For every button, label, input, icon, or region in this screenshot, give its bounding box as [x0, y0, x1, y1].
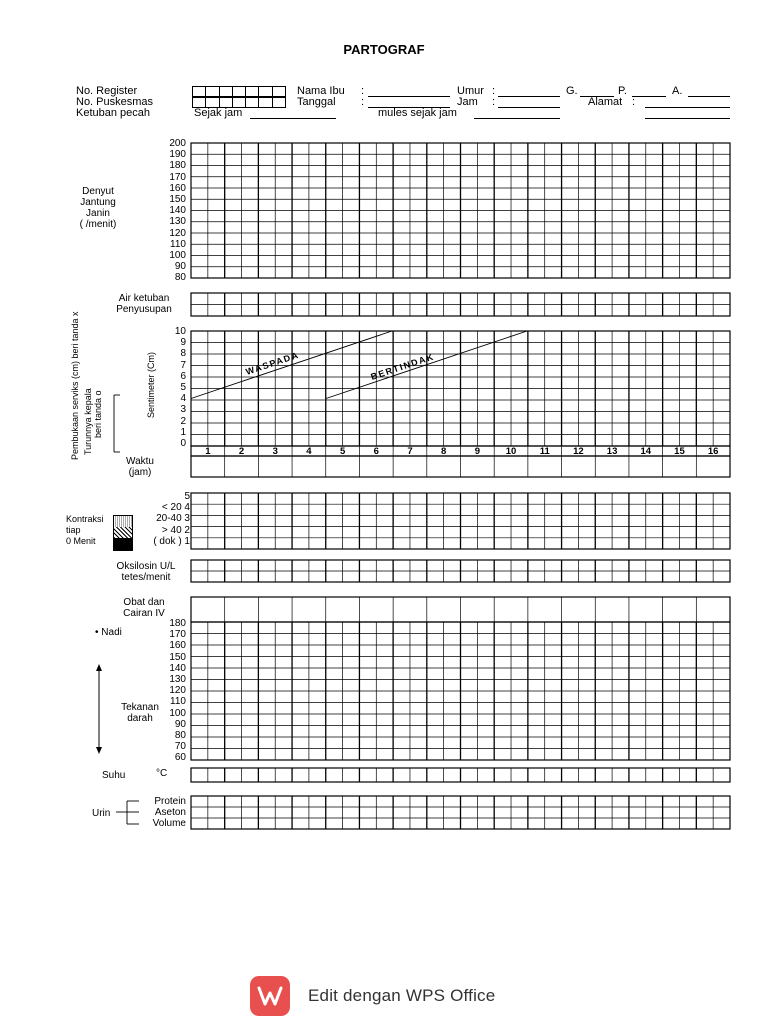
waspada-text: WASPADA [244, 349, 301, 377]
tick-label: 110 [170, 696, 186, 708]
no-register-label: No. Register [76, 85, 138, 97]
tick-label: < 20 4 [161, 502, 190, 514]
waktu-label [110, 456, 170, 478]
ketuban-pecah-label: Ketuban pecah [76, 107, 151, 119]
sentimeter-axis-label: Sentimeter (Cm) [146, 351, 156, 418]
hour-label: 4 [306, 446, 312, 457]
arrow-down-icon [96, 747, 102, 754]
oksitosin-line: Oksilosin U/L [116, 561, 176, 572]
hour-label: 2 [238, 446, 245, 457]
wps-watermark[interactable] [250, 976, 550, 1016]
page-title: PARTOGRAF [343, 42, 425, 57]
tick-label: 130 [169, 673, 186, 685]
nadi-ticks [156, 618, 186, 763]
tick-label: 20-40 3 [156, 513, 190, 525]
hour-label: 13 [606, 446, 618, 457]
tick-label: 6 [180, 370, 186, 382]
tick-label: ( dok ) 1 [153, 535, 190, 547]
tick-label: 3 [180, 404, 186, 416]
no-puskesmas-label: No. Puskesmas [76, 96, 154, 108]
urin-rows-labels [132, 796, 186, 830]
tick-label: 90 [174, 261, 186, 273]
hour-label: 10 [505, 446, 517, 457]
suhu-unit: °C [156, 768, 168, 779]
alamat-label: Alamat [588, 96, 623, 108]
wps-w-icon [257, 985, 283, 1007]
tick-label: 90 [174, 718, 186, 730]
kontraksi-line: tiap [66, 525, 81, 535]
air-label-line: Air ketuban [118, 293, 170, 304]
obat-line: Obat dan [123, 597, 165, 608]
colon: : [361, 96, 365, 108]
hour-label: 12 [573, 446, 584, 457]
umur-label: Umur [457, 85, 484, 97]
cervix-ticks [168, 326, 186, 449]
tick-label: 100 [169, 249, 186, 261]
pembukaan-serviks-label: Pembukaan serviks (cm) beri tanda x [70, 311, 80, 460]
colon: : [632, 96, 636, 108]
waktu-line: Waktu [126, 456, 154, 467]
hour-label: 15 [674, 446, 685, 457]
tick-label: 80 [174, 272, 186, 284]
waktu-line: (jam) [128, 467, 152, 478]
hour-label: 1 [205, 446, 211, 457]
tekanan-line: darah [127, 713, 153, 724]
tekanan-darah-label [110, 702, 170, 724]
hour-label: 16 [707, 446, 719, 457]
tick-label: 200 [169, 138, 186, 149]
tick-label: 120 [169, 685, 186, 697]
hour-label: 9 [474, 446, 480, 457]
arrow-up-icon [96, 664, 102, 671]
tick-label: 4 [180, 393, 186, 405]
hour-label: 5 [339, 446, 346, 457]
tick-label: 110 [170, 238, 186, 250]
tick-label: 80 [174, 729, 186, 741]
wps-logo-icon [250, 976, 290, 1016]
g-label: G. [566, 85, 578, 97]
tick-label: 180 [169, 160, 186, 172]
hour-label: 6 [373, 446, 379, 457]
colon: : [492, 96, 496, 108]
kontraksi-label [66, 514, 114, 547]
suhu-label: Suhu [102, 770, 126, 781]
tick-label: 140 [169, 205, 186, 217]
urin-label: Urin [92, 808, 111, 819]
tick-label: 5 [184, 491, 190, 502]
air-label-line: Penyusupan [116, 304, 172, 315]
djj-ticks [156, 138, 186, 283]
sejak-jam-label: Sejak jam [194, 107, 243, 119]
tick-label: 170 [169, 629, 186, 641]
tick-label: 160 [169, 640, 186, 652]
tick-label: 160 [169, 182, 186, 194]
tick-label: 0 [180, 437, 186, 449]
beri-tanda-o-label: beri tanda o [93, 390, 103, 438]
tick-label: 7 [180, 359, 186, 371]
tick-label: 5 [180, 381, 186, 393]
nadi-label: • Nadi [95, 627, 122, 638]
tick-label: 180 [169, 618, 186, 629]
urin-row-label: Protein [154, 796, 186, 807]
djj-label-line: Denyut [82, 186, 114, 197]
tick-label: 150 [169, 651, 186, 663]
oksitosin-line: tetes/menit [121, 572, 171, 583]
kontraksi-line: 0 Menit [66, 536, 96, 546]
tick-label: 120 [169, 227, 186, 239]
djj-label-line: ( /menit) [79, 219, 117, 230]
tick-label: 190 [169, 149, 186, 161]
colon: : [492, 85, 496, 97]
tick-label: 130 [169, 216, 186, 228]
tick-label: 100 [169, 707, 186, 719]
urin-row-label: Volume [152, 818, 186, 830]
mules-sejak-jam-label: mules sejak jam [378, 107, 457, 119]
hour-label: 3 [272, 446, 278, 457]
watermark-text: Edit dengan WPS Office [308, 986, 496, 1005]
djj-label [58, 186, 138, 230]
tick-label: 150 [169, 193, 186, 205]
p-label: P. [618, 85, 627, 97]
djj-label-line: Janin [86, 208, 110, 219]
nama-ibu-label: Nama Ibu [297, 85, 345, 97]
jam-label: Jam [457, 96, 478, 108]
tick-label: 70 [174, 741, 186, 753]
obat-label [106, 597, 182, 619]
tanggal-label: Tanggal [297, 96, 336, 108]
hour-label: 8 [441, 446, 447, 457]
a-label: A. [672, 85, 683, 97]
urin-row-label: Aseton [154, 807, 186, 819]
hour-label: 14 [640, 446, 652, 457]
tick-label: 2 [180, 415, 186, 427]
tick-label: 60 [174, 752, 186, 764]
tick-label: 9 [180, 337, 186, 349]
djj-label-line: Jantung [80, 197, 116, 208]
bertindak-text: BERTINDAK [369, 351, 436, 382]
hour-label: 7 [407, 446, 413, 457]
turunnya-kepala-label: Turunnya kepala [83, 388, 93, 455]
oksitosin-label [96, 561, 196, 583]
tick-label: 10 [174, 326, 186, 337]
tick-label: 140 [169, 662, 186, 674]
tick-label: 1 [180, 426, 186, 438]
tick-label: 8 [180, 348, 186, 360]
air-ketuban-label [96, 293, 192, 315]
tick-label: > 40 2 [161, 524, 190, 536]
hour-label: 11 [539, 446, 550, 457]
tick-label: 170 [169, 171, 186, 183]
obat-line: Cairan IV [123, 608, 165, 619]
tekanan-line: Tekanan [121, 702, 159, 713]
kontraksi-line: Kontraksi [66, 514, 104, 524]
colon: : [361, 85, 365, 97]
kontraksi-scale [126, 491, 190, 547]
